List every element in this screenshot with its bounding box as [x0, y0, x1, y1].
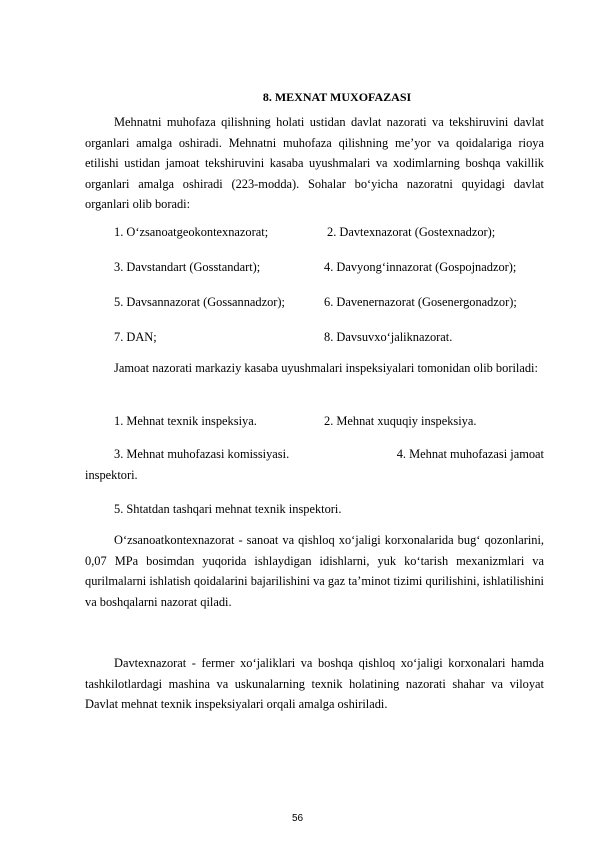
public-body-2: 2. Mehnat xuquqiy inspeksiya.: [324, 414, 477, 428]
public-body-4-continuation: inspektori.: [85, 467, 138, 482]
public-control-paragraph: Jamoat nazorati markaziy kasaba uyushmalari inspeksiyalari tomonidan olib boriladi:: [114, 361, 538, 375]
public-bodies-row-3: [114, 502, 554, 517]
uzsanoat-paragraph: O‘zsanoatkontexnazorat - sanoat va qishloq xo‘jaligi korxonalarida bug‘ qozonlarini, 0,07 MPa bosimdan yuqorida ishlaydigan idishlarni, yuk ko‘tarish mexanizmlari va qurilmalarni ishlatish qoidalarini bajarilishini va gaz ta’minot tizimi qurilishini, ishlatilishini va boshqalarni nazorat qiladi.: [85, 533, 544, 609]
state-organ-7: 7. DAN;: [114, 330, 157, 344]
public-bodies-row-1: [114, 414, 554, 429]
public-body-5: 5. Shtatdan tashqari mehnat texnik inspektori.: [114, 502, 342, 516]
public-body-1: 1. Mehnat texnik inspeksiya.: [114, 414, 257, 428]
section-title: 8. MEXNAT MUXOFAZASI: [262, 90, 412, 104]
page-number: 56: [291, 813, 304, 824]
state-organ-6: 6. Davenernazorat (Gosenergonadzor);: [324, 295, 517, 309]
intro-paragraph: Mehnatni muhofaza qilishning holati ustidan davlat nazorati va tekshiruvini davlat organlari amalga oshiradi. Mehnatni muhofaza qilishning me’yor va qoidalariga rioya etilishi ustidan jamoat tekshiruvini kasaba uyushmalari va xodimlarning boshqa vakillik organlari amalga oshiradi (223-modda). Sohalar bo‘yicha nazoratni quyidagi davlat organlari olib boradi:: [85, 115, 544, 211]
state-organ-5: 5. Davsannazorat (Gossannadzor);: [114, 295, 285, 309]
davtex-paragraph: Davtexnazorat - fermer xo‘jaliklari va boshqa qishloq xo‘jaligi korxonalari hamda tashkilotlardagi mashina va uskunalarning texnik holatining nazorati shahar va viloyat Davlat mehnat texnik inspeksiyalari orqali amalga oshiriladi.: [85, 656, 544, 711]
public-body-4: 4. Mehnat muhofazasi jamoat: [396, 447, 544, 461]
state-organ-8: 8. Davsuvxo‘jaliknazorat.: [324, 330, 453, 344]
state-organs-row-4: [114, 330, 554, 345]
public-body-3: 3. Mehnat muhofazasi komissiyasi.: [114, 447, 290, 461]
state-organs-row-3: [114, 295, 554, 310]
state-organ-4: 4. Davyong‘innazorat (Gospojnadzor);: [324, 260, 517, 274]
state-organ-1: 1. O‘zsanoatgeokontexnazorat;: [114, 225, 269, 239]
state-organs-row-2: [114, 260, 554, 275]
state-organ-3: 3. Davstandart (Gosstandart);: [114, 260, 261, 274]
state-organs-row-1: [114, 225, 554, 240]
public-bodies-row-2: [85, 444, 544, 485]
state-organ-2: 2. Davtexnazorat (Gostexnadzor);: [327, 225, 496, 239]
